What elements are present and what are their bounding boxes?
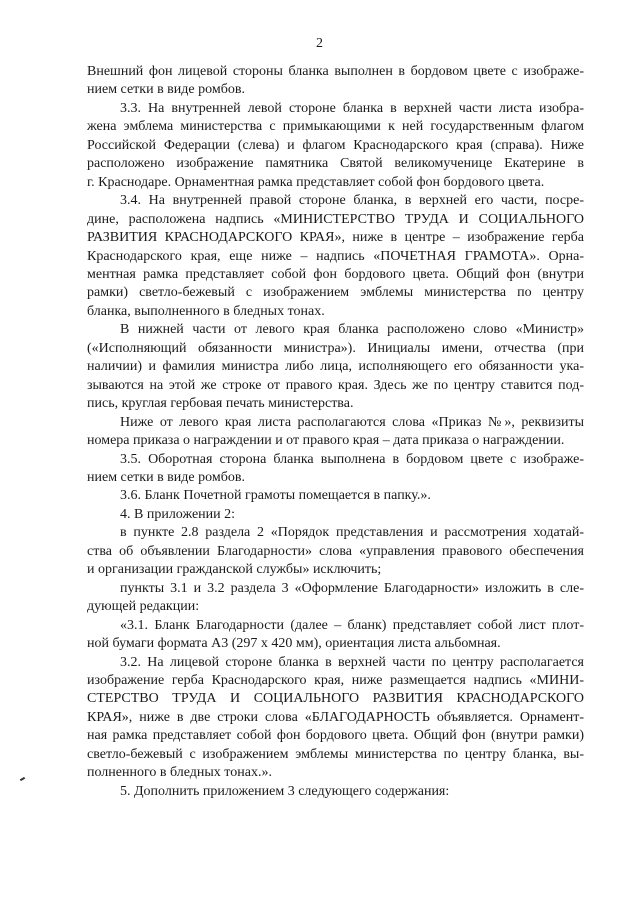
text-line: 3.5. Оборотная сторона бланка выполнена в бордовом цвете с изображе- bbox=[120, 451, 584, 467]
text-line: 3.6. Бланк Почетной грамоты помещается в папку.». bbox=[120, 488, 431, 504]
text-line: Краснодарского края, еще ниже – надпись «ПОЧЕТНАЯ ГРАМОТА». Орна- bbox=[87, 248, 584, 264]
document-body bbox=[87, 63, 584, 801]
text-line: расположено изображение памятника Святой великомученице Екатерине в bbox=[87, 156, 584, 172]
text-line: полненного в бледных тонах.». bbox=[87, 765, 272, 781]
text-line: в пункте 2.8 раздела 2 «Порядок представления и рассмотрения ходатай- bbox=[120, 525, 584, 541]
text-line: Российской Федерации (слева) и флагом Краснодарского края (справа). Ниже bbox=[87, 137, 584, 153]
text-line: 5. Дополнить приложением 3 следующего содержания: bbox=[120, 783, 450, 799]
text-line: ментная рамка представляет собой фон бордового цвета. Общий фон (внутри bbox=[87, 266, 584, 282]
text-line: нием сетки в виде ромбов. bbox=[87, 469, 245, 485]
text-line: Внешний фон лицевой стороны бланка выполнен в бордовом цвете с изображе- bbox=[87, 64, 584, 79]
text-line: ная рамка представляет собой фон бордового цвета. Общий фон (внутри рамки) bbox=[87, 728, 584, 744]
text-line: В нижней части от левого края бланка расположено слово «Министр» bbox=[120, 322, 584, 338]
text-line: ной бумаги формата А3 (297 х 420 мм), ориентация листа альбомная. bbox=[87, 636, 501, 652]
text-line: 3.3. На внутренней левой стороне бланка в верхней части листа изобра- bbox=[120, 100, 584, 116]
text-line: и организации гражданской службы» исключить; bbox=[87, 562, 382, 578]
text-line: РАЗВИТИЯ КРАСНОДАРСКОГО КРАЯ», ниже в центре – изображение герба bbox=[87, 230, 584, 246]
text-line: КРАЯ», ниже в две строки слова «БЛАГОДАРНОСТЬ объявляется. Орнамент- bbox=[87, 709, 584, 725]
page-number: 2 bbox=[316, 36, 323, 51]
text-line: жена эмблема министерства с примыкающими к ней государственным флагом bbox=[87, 119, 584, 135]
text-line: наличии) и фамилия министра либо лица, исполняющего его обязанности ука- bbox=[87, 359, 584, 375]
text-line: дующей редакции: bbox=[87, 599, 200, 615]
text-line: СТЕРСТВО ТРУДА И СОЦИАЛЬНОГО РАЗВИТИЯ КРАСНОДАРСКОГО bbox=[87, 691, 584, 707]
text-line: номера приказа о награждении и от правого края – дата приказа о награждении. bbox=[87, 433, 565, 449]
text-line: («Исполняющий обязанности министра»). Инициалы имени, отчества (при bbox=[87, 340, 584, 356]
text-line: дине, расположена надпись «МИНИСТЕРСТВО ТРУДА И СОЦИАЛЬНОГО bbox=[87, 211, 584, 227]
text-line: Ниже от левого края листа располагаются слова «Приказ №», реквизиты bbox=[120, 414, 584, 430]
text-line: изображение герба Краснодарского края, ниже размещается надпись «МИНИ- bbox=[87, 672, 584, 688]
text-line: пись, круглая гербовая печать министерства. bbox=[87, 396, 354, 412]
text-line: пункты 3.1 и 3.2 раздела 3 «Оформление Благодарности» изложить в сле- bbox=[120, 580, 584, 596]
text-line: «3.1. Бланк Благодарности (далее – бланк) представляет собой лист плот- bbox=[120, 617, 584, 633]
text-line: бланка, выполненного в бледных тонах. bbox=[87, 303, 325, 319]
text-line: зываются на этой же строке от правого края. Здесь же по центру ставится под- bbox=[87, 377, 584, 393]
scan-artifact-mark bbox=[20, 777, 25, 781]
text-line: г. Краснодаре. Орнаментная рамка представляет собой фон бордового цвета. bbox=[87, 174, 545, 190]
text-line: нием сетки в виде ромбов. bbox=[87, 82, 245, 98]
text-line: 3.4. На внутренней правой стороне бланка, в верхней его части, посре- bbox=[120, 193, 584, 209]
text-line: ства об объявлении Благодарности» слова «управления правового обеспечения bbox=[87, 543, 584, 559]
text-line: 4. В приложении 2: bbox=[120, 506, 236, 522]
text-line: светло-бежевый с изображением эмблемы министерства по центру бланка, вы- bbox=[87, 746, 584, 762]
text-line: 3.2. На лицевой стороне бланка в верхней части по центру располагается bbox=[120, 654, 584, 670]
text-line: рамки) светло-бежевый с изображением эмблемы министерства по центру bbox=[87, 285, 584, 301]
